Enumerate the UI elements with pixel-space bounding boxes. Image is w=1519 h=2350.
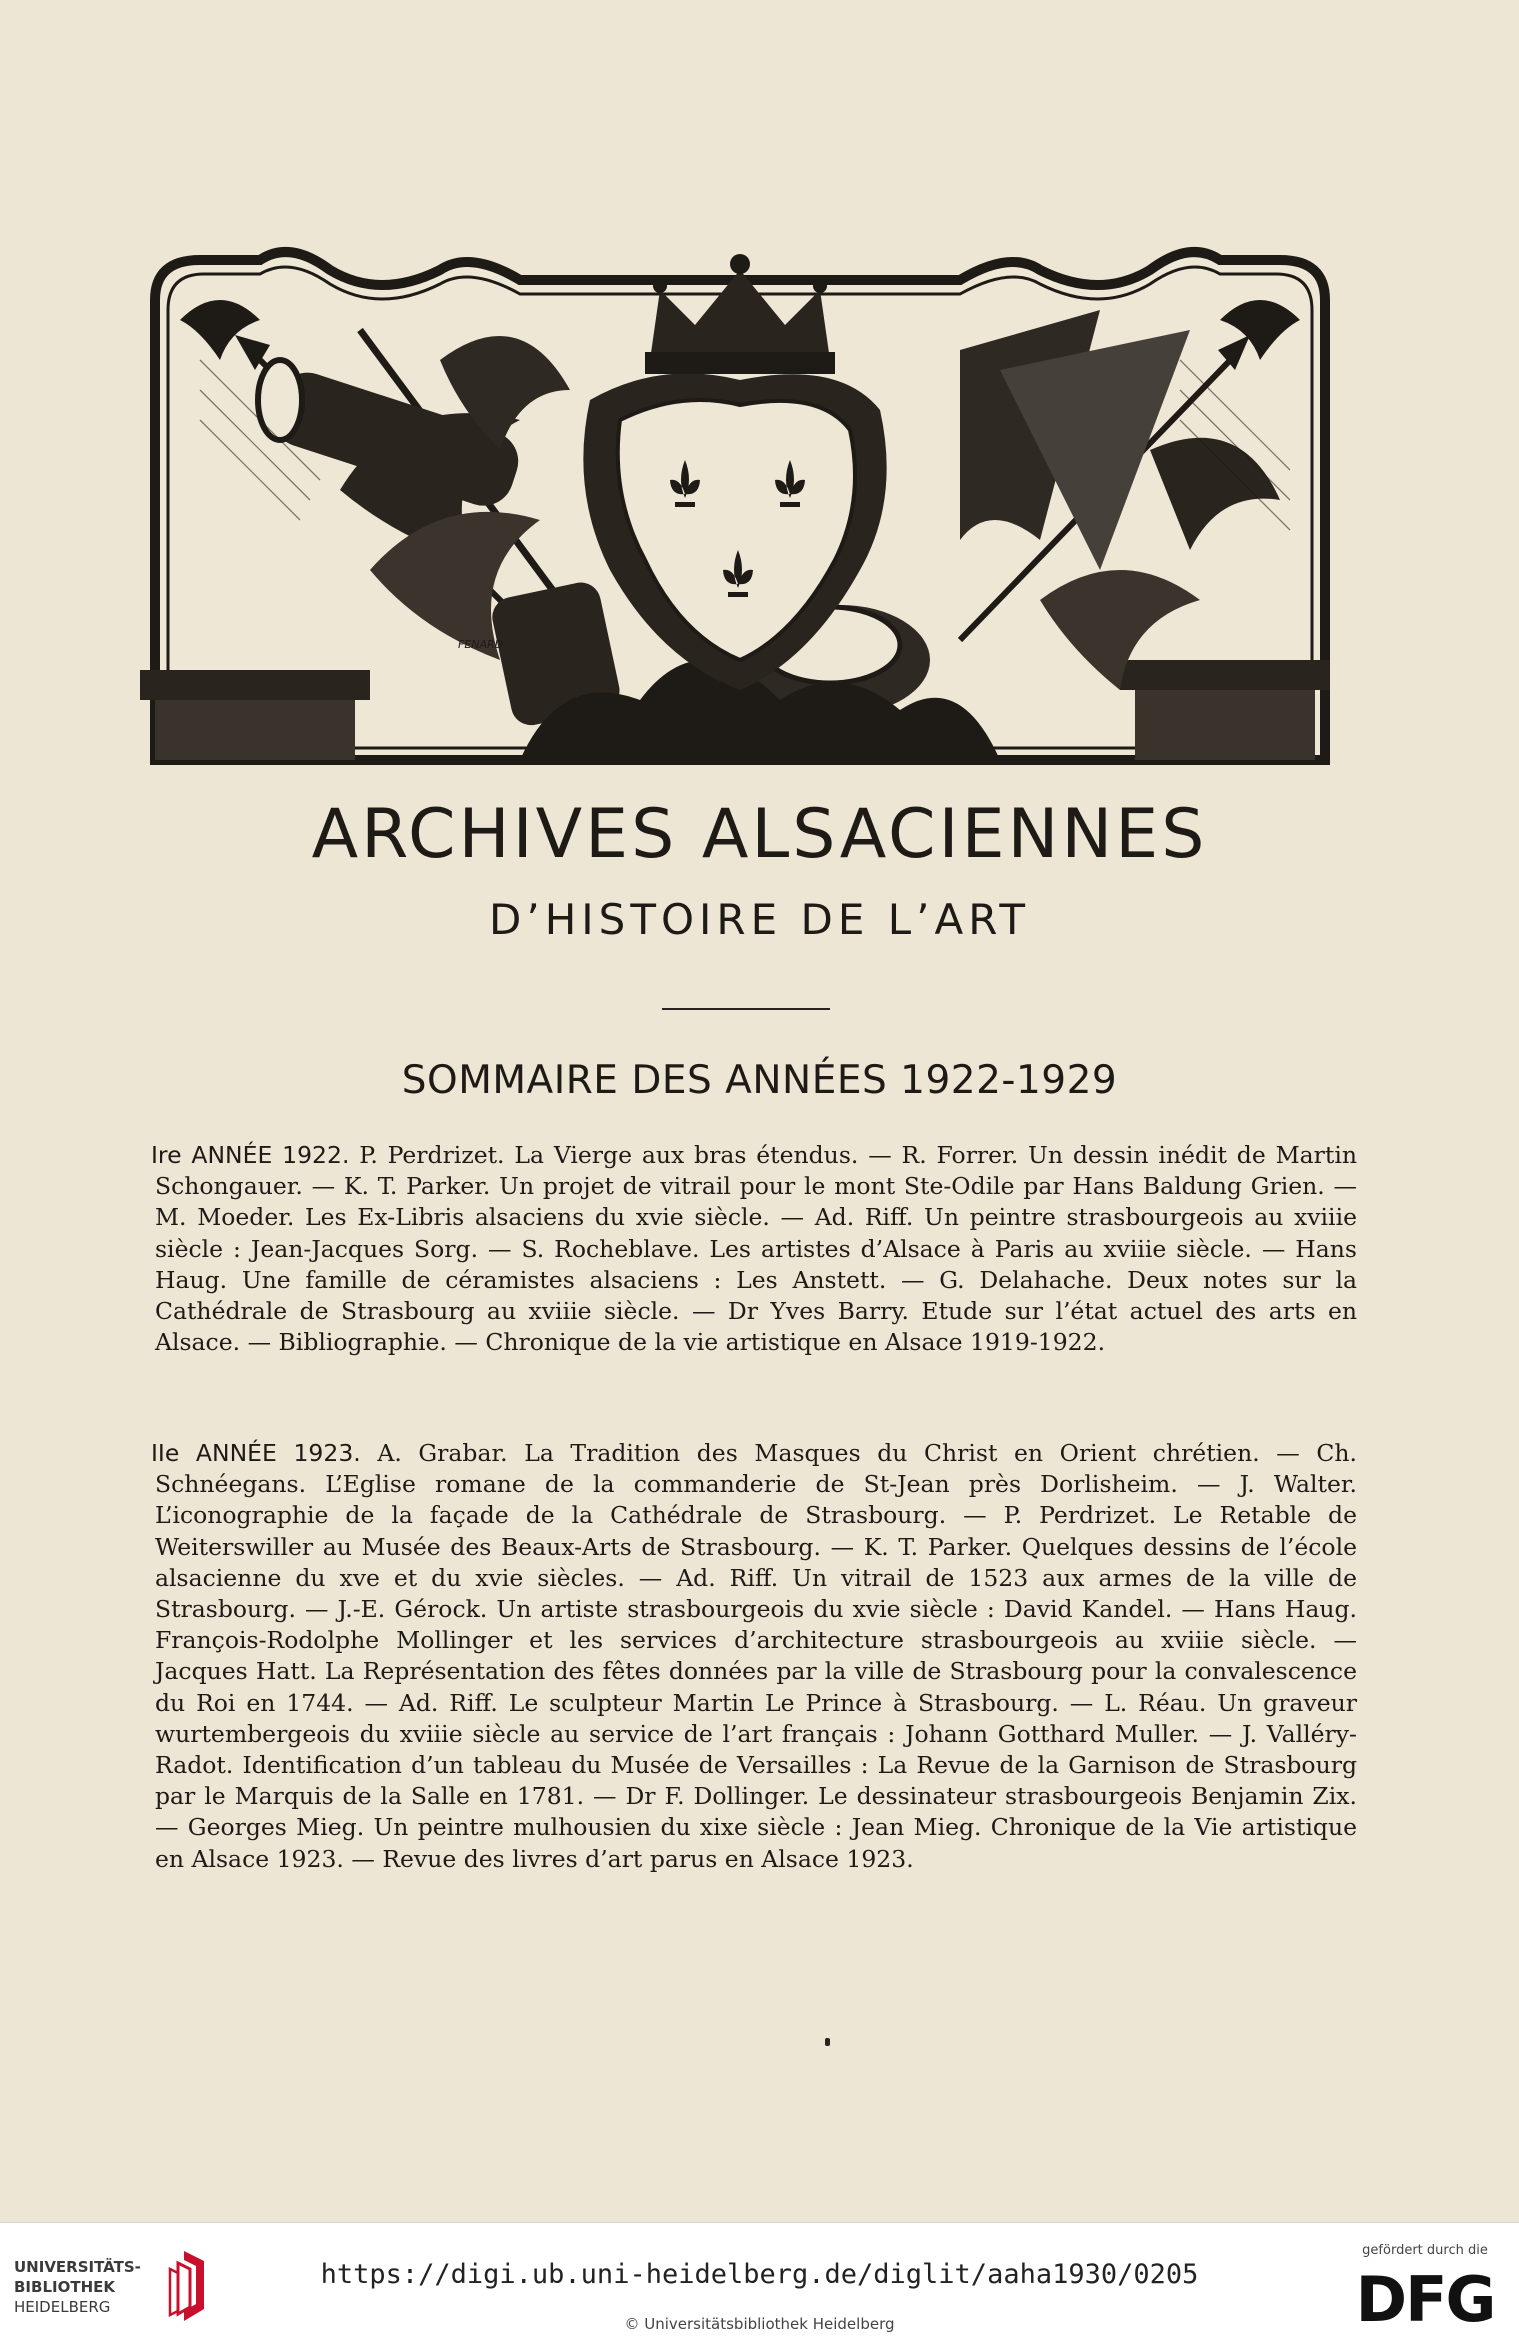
summary-heading: SOMMAIRE DES ANNÉES 1922-1929 bbox=[401, 1058, 1118, 1103]
entry-year-label: Ire ANNÉE 1922. bbox=[151, 1141, 350, 1169]
year-entry-1923 bbox=[151, 1438, 1357, 1875]
entry-year-label: IIe ANNÉE 1923. bbox=[151, 1439, 361, 1467]
entry-text: P. Perdrizet. La Vierge aux bras étendus. — R. Forrer. Un dessin inédit de Martin Schongauer. — K. T. Parker. Un projet de vitrail pour le mont Ste-Odile par Hans Baldung Grien. — M. Moeder. Les Ex-Libris alsaciens du xvie siècle. — Ad. Riff. Un peintre strasbourgeois au xviiie siècle : Jean-Jacques Sorg. — S. Rocheblave. Les artistes d’Alsace à Paris au xviiie siècle. — Hans Haug. Une famille de céramistes alsaciens : Les Anstett. — G. Delahache. Deux notes sur la Cathédrale de Strasbourg au xviiie siècle. — Dr Yves Barry. Etude sur l’état actuel des arts en Alsace. — Bibliographie. — Chronique de la vie artistique en Alsace 1919-1922. bbox=[155, 1141, 1357, 1357]
ink-speck bbox=[825, 2038, 830, 2046]
journal-title: ARCHIVES ALSACIENNES bbox=[311, 795, 1208, 874]
copyright-notice: © Universitätsbibliothek Heidelberg bbox=[624, 2315, 895, 2333]
permalink-url[interactable]: https://digi.ub.uni-heidelberg.de/diglit/aaha1930/0205 bbox=[320, 2259, 1199, 2290]
dfg-logo-icon[interactable] bbox=[1350, 2243, 1500, 2343]
viewer-footer bbox=[0, 2222, 1519, 2350]
journal-subtitle: D’HISTOIRE DE L’ART bbox=[489, 895, 1030, 944]
library-line-1: UNIVERSITÄTS- bbox=[14, 2258, 141, 2276]
library-line-3: HEIDELBERG bbox=[14, 2298, 111, 2316]
vignette-signature: FENARD bbox=[458, 638, 504, 651]
funder-name: DFG bbox=[1355, 2263, 1495, 2336]
heraldic-vignette-icon bbox=[140, 240, 1340, 780]
title-divider bbox=[662, 1008, 830, 1010]
entry-text: A. Grabar. La Tradition des Masques du Christ en Orient chrétien. — Ch. Schnéegans. L’Eglise romane de la commanderie de St-Jean près Dorlisheim. — J. Walter. L’iconographie de la façade de la Cathédrale de Strasbourg. — P. Perdrizet. Le Retable de Weiterswiller au Musée des Beaux-Arts de Strasbourg. — K. T. Parker. Quelques dessins de l’école alsacienne du xve et du xvie siècles. — Ad. Riff. Un vitrail de 1523 aux armes de la ville de Strasbourg. — J.-E. Gérock. Un artiste strasbourgeois du xvie siècle : David Kandel. — Hans Haug. François-Rodolphe Mollinger et les services d’architecture strasbourgeois au xviiie siècle. — Jacques Hatt. La Représentation des fêtes données par la ville de Strasbourg pour la convalescence du Roi en 1744. — Ad. Riff. Le sculpteur Martin Le Prince à Strasbourg. — L. Réau. Un graveur wurtembergeois du xviiie siècle au service de l’art français : Johann Gotthard Muller. — J. Valléry-Radot. Identification d’un tableau du Musée de Versailles : La Revue de la Garnison de Strasbourg par le Marquis de la Salle en 1781. — Dr F. Dollinger. Le dessinateur strasbourgeois Benjamin Zix. — Georges Mieg. Un peintre mulhousien du xixe siècle : Jean Mieg. Chronique de la Vie artistique en Alsace 1923. — Revue des livres d’art parus en Alsace 1923. bbox=[155, 1439, 1357, 1873]
funder-caption: gefördert durch die bbox=[1362, 2243, 1488, 2258]
year-entry-1922 bbox=[151, 1140, 1357, 1358]
library-line-2: BIBLIOTHEK bbox=[14, 2278, 115, 2296]
